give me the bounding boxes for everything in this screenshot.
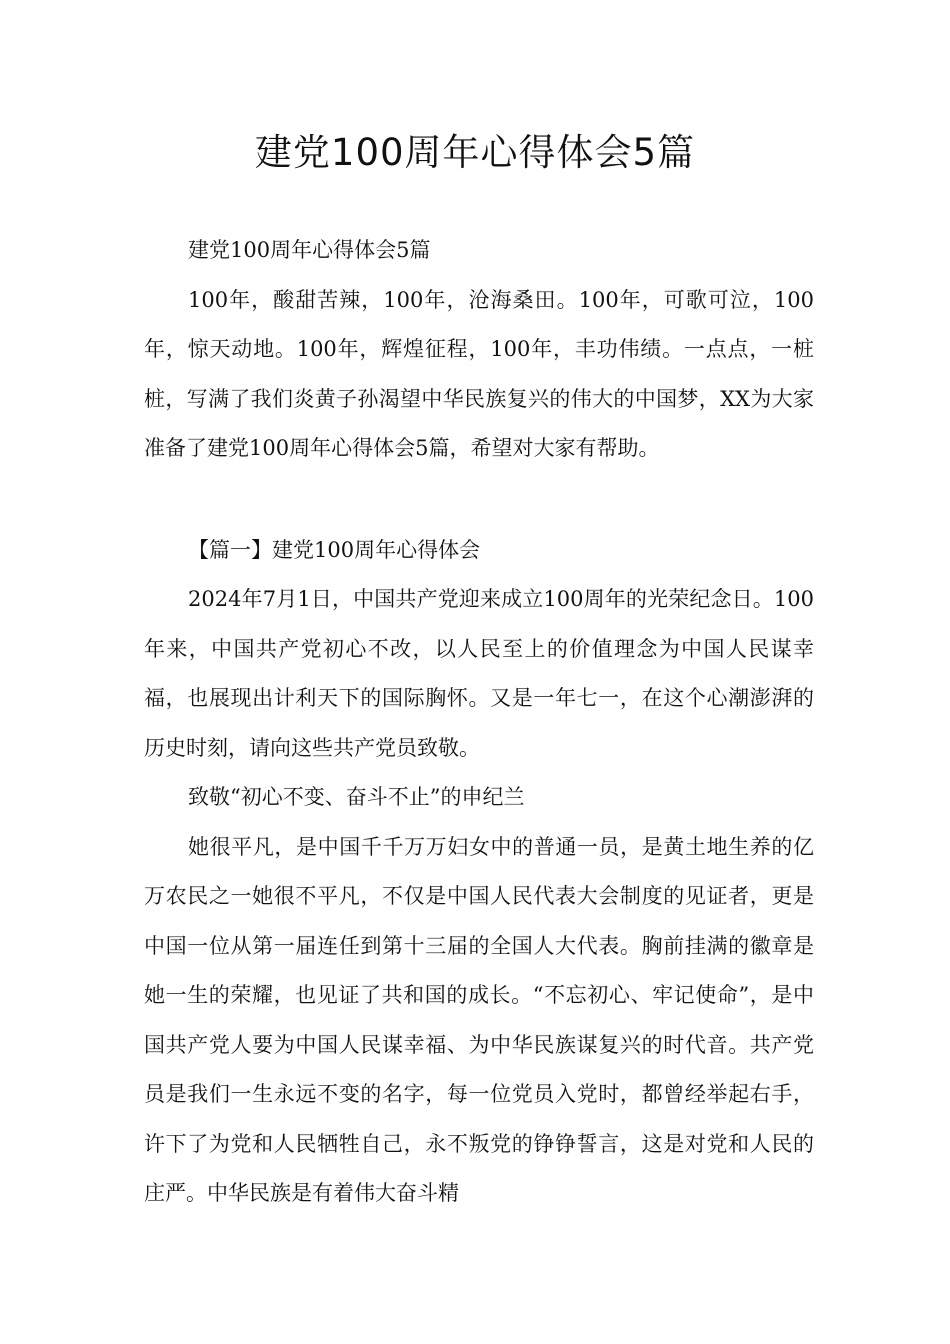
subheading-paragraph: 致敬“初心不变、奋斗不止”的申纪兰 (188, 785, 525, 809)
document-title: 建党100周年心得体会5篇 (254, 131, 696, 174)
intro-paragraph: 100年，酸甜苦辣，100年，沧海桑田。100年，可歌可泣，100年，惊天动地。100年，辉煌征程，100年，丰功伟绩。一点点，一桩桩，写满了我们炎黄子孙渴望中华民族复兴的伟大的中国梦，XX为大家准备了建党100周年心得体会5篇，希望对大家有帮助。 (144, 287, 814, 460)
section-spacer (144, 474, 814, 526)
section-heading: 【篇一】建党100周年心得体会 (188, 537, 481, 562)
subtitle-paragraph: 建党100周年心得体会5篇 (188, 238, 431, 262)
body-paragraph: 2024年7月1日，中国共产党迎来成立100周年的光荣纪念日。100年来，中国共产党初心不改，以人民至上的价值理念为中国人民谋幸福，也展现出计利天下的国际胸怀。又是一年七一，在这个心潮澎湃的历史时刻，请向这些共产党员致敬。 (144, 587, 814, 760)
document-body (144, 226, 814, 1219)
body-paragraph: 她很平凡，是中国千千万万妇女中的普通一员，是黄土地生养的亿万农民之一她很不平凡，不仅是中国人民代表大会制度的见证者，更是中国一位从第一届连任到第十三届的全国人大代表。胸前挂满的徽章是她一生的荣耀，也见证了共和国的成长。“不忘初心、牢记使命”，是中国共产党人要为中国人民谋幸福、为中华民族谋复兴的时代音。共产党员是我们一生永远不变的名字，每一位党员入党时，都曾经举起右手，许下了为党和人民牺牲自己，永不叛党的铮铮誓言，这是对党和人民的庄严。中华民族是有着伟大奋斗精 (144, 834, 814, 1205)
